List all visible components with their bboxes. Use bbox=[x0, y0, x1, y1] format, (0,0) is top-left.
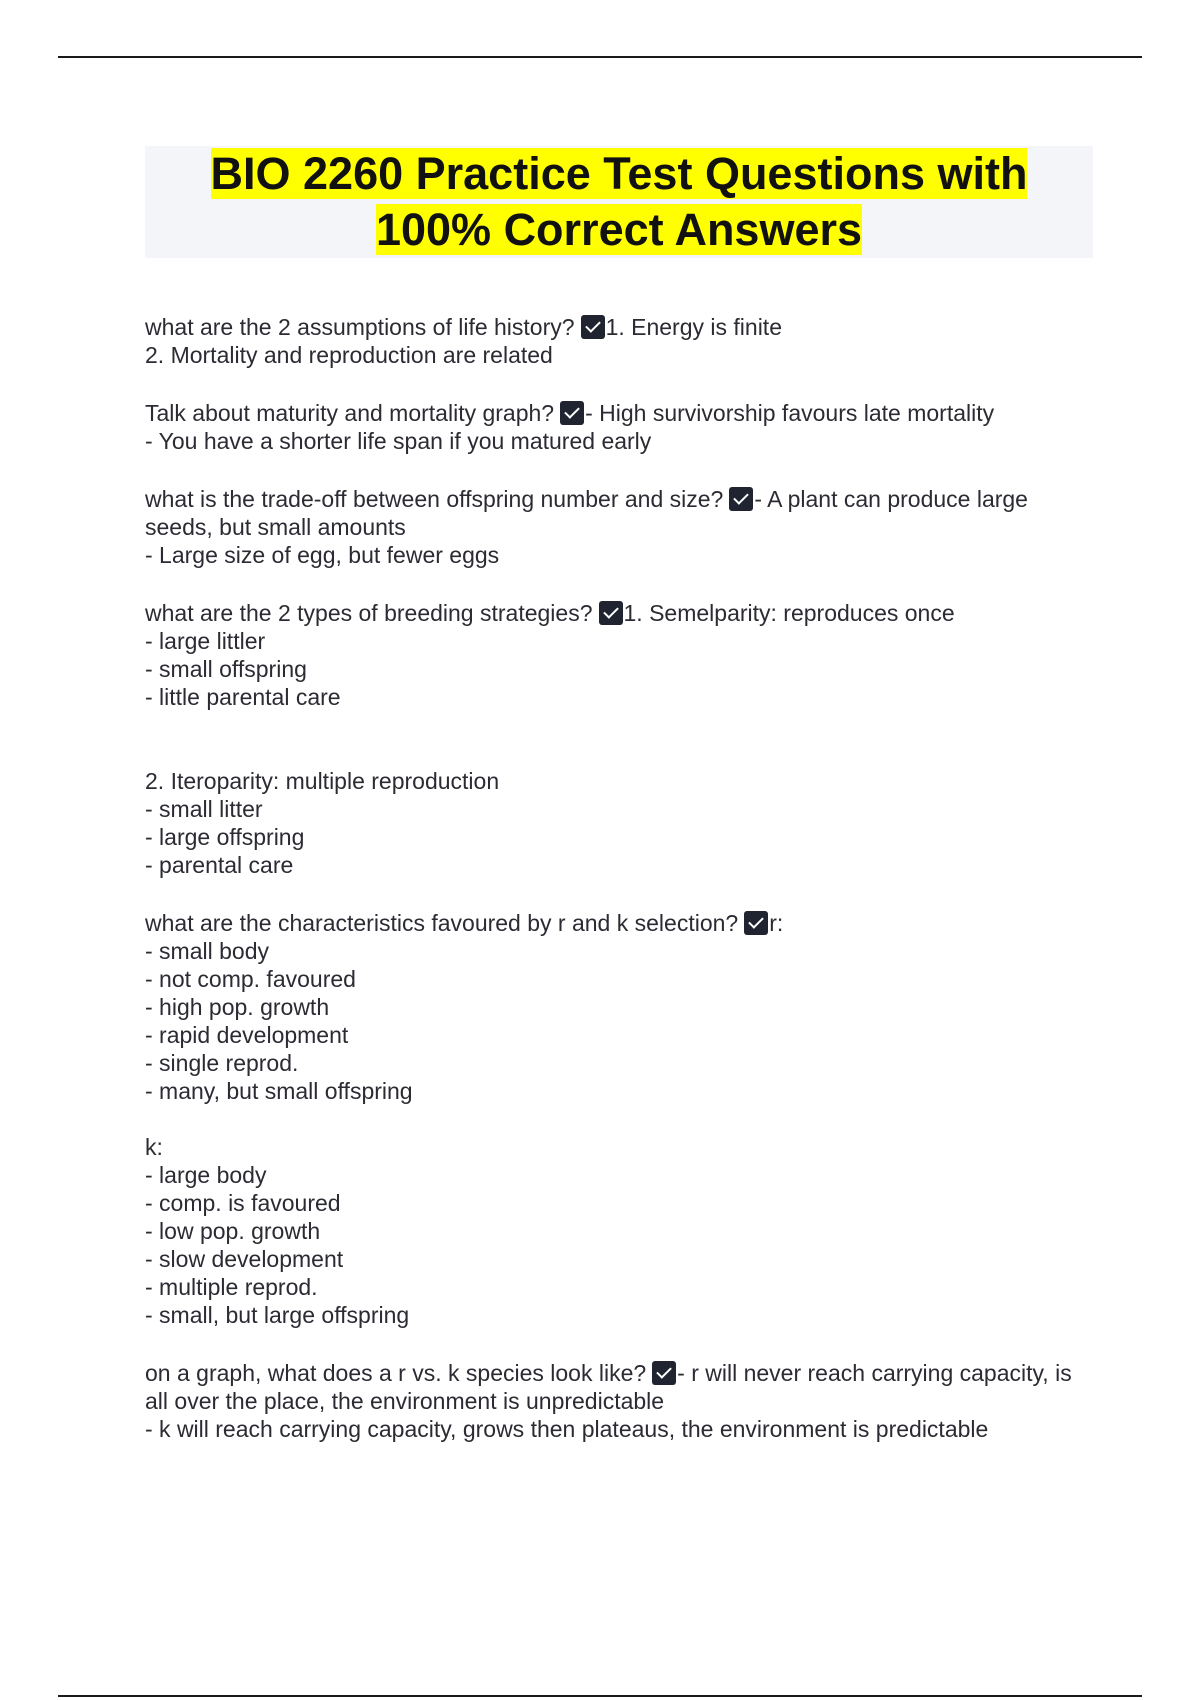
answer-line: - large body bbox=[145, 1162, 267, 1188]
spacer bbox=[145, 711, 1095, 767]
qa-item bbox=[145, 313, 1095, 369]
answer-line: - low pop. growth bbox=[145, 1218, 321, 1244]
answer-line: - rapid development bbox=[145, 1022, 349, 1048]
answer-line: - slow development bbox=[145, 1246, 344, 1272]
answer-line: - comp. is favoured bbox=[145, 1190, 341, 1216]
answer-line: - single reprod. bbox=[145, 1050, 299, 1076]
k-block bbox=[145, 1133, 1095, 1329]
checkbox-checked-icon bbox=[599, 601, 623, 625]
qa-item bbox=[145, 399, 1095, 455]
question-text: what are the 2 assumptions of life history? bbox=[145, 314, 575, 340]
question-text: Talk about maturity and mortality graph? bbox=[145, 400, 555, 426]
answer-line: - not comp. favoured bbox=[145, 966, 356, 992]
answer-text: 1. Energy is finite bbox=[605, 314, 782, 340]
answer-line: - large offspring bbox=[145, 824, 305, 850]
answer-line: - small body bbox=[145, 938, 269, 964]
question-text: what is the trade-off between offspring number and size? bbox=[145, 486, 724, 512]
title-banner bbox=[145, 146, 1093, 258]
answer-line: - small litter bbox=[145, 796, 263, 822]
answer-line: 2. Mortality and reproduction are related bbox=[145, 342, 553, 368]
answer-text: r: bbox=[769, 910, 784, 936]
answer-line: - Large size of egg, but fewer eggs bbox=[145, 542, 500, 568]
qa-first-line bbox=[145, 399, 1095, 427]
answer-line: k: bbox=[145, 1134, 163, 1160]
checkbox-checked-icon bbox=[652, 1361, 676, 1385]
question-text: on a graph, what does a r vs. k species look like? bbox=[145, 1360, 647, 1386]
checkbox-checked-icon bbox=[581, 315, 605, 339]
answer-line: - parental care bbox=[145, 852, 294, 878]
checkbox-checked-icon bbox=[744, 911, 768, 935]
question-text: what are the 2 types of breeding strategies? bbox=[145, 600, 593, 626]
qa-item bbox=[145, 599, 1095, 879]
answer-line: 2. Iteroparity: multiple reproduction bbox=[145, 768, 500, 794]
page-title-line-2: 100% Correct Answers bbox=[375, 204, 863, 255]
answer-line: - k will reach carrying capacity, grows then plateaus, the environment is predictable bbox=[145, 1416, 989, 1442]
question-text: what are the characteristics favoured by r and k selection? bbox=[145, 910, 739, 936]
qa-first-line bbox=[145, 909, 1095, 937]
checkbox-checked-icon bbox=[729, 487, 753, 511]
answer-line: - large littler bbox=[145, 628, 266, 654]
bottom-rule bbox=[58, 1695, 1142, 1697]
answer-text: - A plant can produce large seeds, but small amounts bbox=[145, 486, 1028, 540]
answer-text: 1. Semelparity: reproduces once bbox=[623, 600, 955, 626]
answer-line: - high pop. growth bbox=[145, 994, 330, 1020]
qa-item bbox=[145, 1359, 1095, 1443]
answer-line: - little parental care bbox=[145, 684, 341, 710]
answer-line: - many, but small offspring bbox=[145, 1078, 413, 1104]
qa-first-line bbox=[145, 313, 1095, 341]
answer-line: - multiple reprod. bbox=[145, 1274, 318, 1300]
answer-line: - small offspring bbox=[145, 656, 307, 682]
answer-text: - High survivorship favours late mortality bbox=[585, 400, 995, 426]
checkbox-checked-icon bbox=[560, 401, 584, 425]
answer-line: - You have a shorter life span if you matured early bbox=[145, 428, 652, 454]
qa-content bbox=[145, 313, 1095, 1473]
qa-first-line bbox=[145, 485, 1095, 541]
answer-line: - small, but large offspring bbox=[145, 1302, 410, 1328]
qa-first-line bbox=[145, 1359, 1095, 1415]
page-title-line-1: BIO 2260 Practice Test Questions with bbox=[210, 148, 1028, 199]
qa-item bbox=[145, 909, 1095, 1329]
answer-text: - r will never reach carrying capacity, is all over the place, the environment is unpredictable bbox=[145, 1360, 1072, 1414]
qa-first-line bbox=[145, 599, 1095, 627]
top-rule bbox=[58, 56, 1142, 58]
qa-item bbox=[145, 485, 1095, 569]
